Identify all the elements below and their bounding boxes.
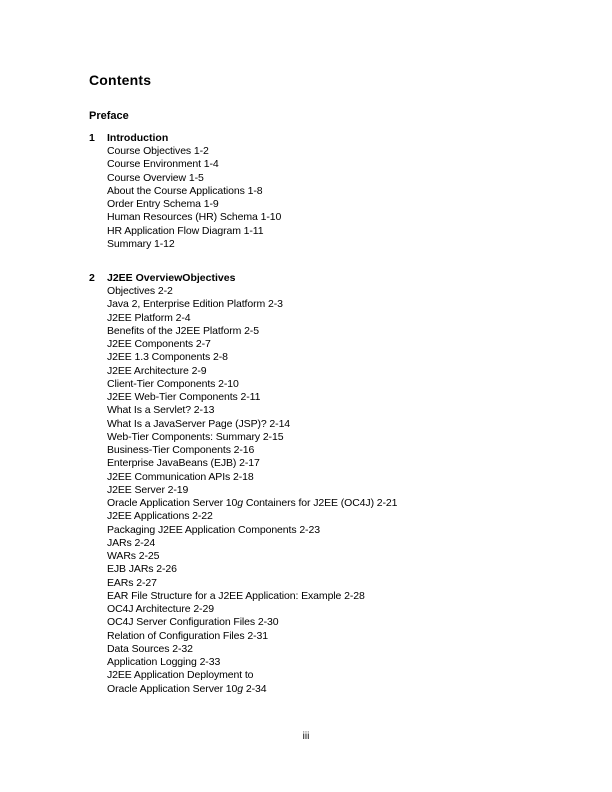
- toc-entry[interactable]: EARs 2-27: [107, 576, 157, 589]
- toc-entry[interactable]: J2EE Web-Tier Components 2-11: [107, 391, 261, 403]
- toc-entry[interactable]: Web-Tier Components: Summary 2-15: [107, 430, 284, 443]
- toc-preface-link[interactable]: Preface: [89, 110, 129, 122]
- toc-entry[interactable]: J2EE Platform 2-4: [107, 311, 191, 324]
- chapter-2-heading[interactable]: [89, 272, 397, 285]
- toc-entry[interactable]: OC4J Server Configuration Files 2-30: [107, 616, 279, 629]
- toc-entry[interactable]: Summary 1-12: [107, 237, 175, 250]
- toc-entry[interactable]: What Is a JavaServer Page (JSP)? 2-14: [107, 417, 291, 430]
- toc-entry[interactable]: Course Environment 1-4: [107, 158, 219, 171]
- toc-entry[interactable]: Order Entry Schema 1-9: [107, 198, 219, 210]
- toc-entry[interactable]: WARs 2-25: [107, 550, 160, 562]
- toc-entry[interactable]: J2EE Components 2-7: [107, 338, 211, 350]
- toc-entry[interactable]: Objectives 2-2: [107, 285, 173, 297]
- chapter-title: J2EE OverviewObjectives: [107, 272, 236, 284]
- toc-entry[interactable]: Application Logging 2-33: [107, 656, 221, 668]
- toc-entry[interactable]: Data Sources 2-32: [107, 642, 193, 655]
- chapter-1-heading[interactable]: [89, 132, 281, 145]
- toc-entry[interactable]: OC4J Architecture 2-29: [107, 603, 214, 615]
- toc-entry[interactable]: EAR File Structure for a J2EE Application: Example 2-28: [107, 589, 365, 602]
- page-number: iii: [302, 731, 310, 742]
- chapter-1-entries: [89, 145, 281, 251]
- toc-entry[interactable]: Course Overview 1-5: [107, 171, 204, 184]
- toc-entry[interactable]: Business-Tier Components 2-16: [107, 444, 255, 456]
- toc-entry[interactable]: J2EE Applications 2-22: [107, 510, 213, 523]
- chapter-number: 2: [89, 272, 95, 284]
- toc-entry[interactable]: What Is a Servlet? 2-13: [107, 404, 215, 417]
- page-title: Contents: [89, 72, 152, 88]
- toc-entry[interactable]: Human Resources (HR) Schema 1-10: [107, 211, 282, 224]
- toc-entry[interactable]: Course Objectives 1-2: [107, 145, 209, 157]
- toc-entry[interactable]: About the Course Applications 1-8: [107, 184, 263, 197]
- toc-entry[interactable]: Client-Tier Components 2-10: [107, 377, 239, 390]
- toc-entry[interactable]: JARs 2-24: [107, 536, 156, 549]
- toc-entry[interactable]: J2EE Application Deployment to: [107, 669, 254, 682]
- toc-entry[interactable]: Oracle Application Server 10g 2-34: [107, 682, 267, 695]
- chapter-2-section: [89, 272, 397, 696]
- toc-entry[interactable]: J2EE Server 2-19: [107, 483, 189, 496]
- toc-entry[interactable]: EJB JARs 2-26: [107, 563, 177, 576]
- chapter-title: Introduction: [107, 132, 169, 144]
- chapter-number: 1: [89, 132, 95, 144]
- toc-entry[interactable]: J2EE Architecture 2-9: [107, 364, 207, 377]
- toc-entry[interactable]: J2EE 1.3 Components 2-8: [107, 351, 228, 364]
- chapter-1-section: [89, 132, 281, 251]
- toc-entry[interactable]: Oracle Application Server 10g Containers for J2EE (OC4J) 2-21: [107, 497, 398, 509]
- toc-entry[interactable]: Java 2, Enterprise Edition Platform 2-3: [107, 298, 283, 311]
- chapter-2-entries: [89, 285, 397, 696]
- toc-entry[interactable]: Enterprise JavaBeans (EJB) 2-17: [107, 457, 260, 470]
- toc-entry[interactable]: Relation of Configuration Files 2-31: [107, 629, 268, 642]
- toc-entry[interactable]: J2EE Communication APIs 2-18: [107, 470, 254, 483]
- toc-entry[interactable]: HR Application Flow Diagram 1-11: [107, 224, 264, 237]
- toc-entry[interactable]: Benefits of the J2EE Platform 2-5: [107, 324, 259, 337]
- toc-entry[interactable]: Packaging J2EE Application Components 2-23: [107, 523, 320, 536]
